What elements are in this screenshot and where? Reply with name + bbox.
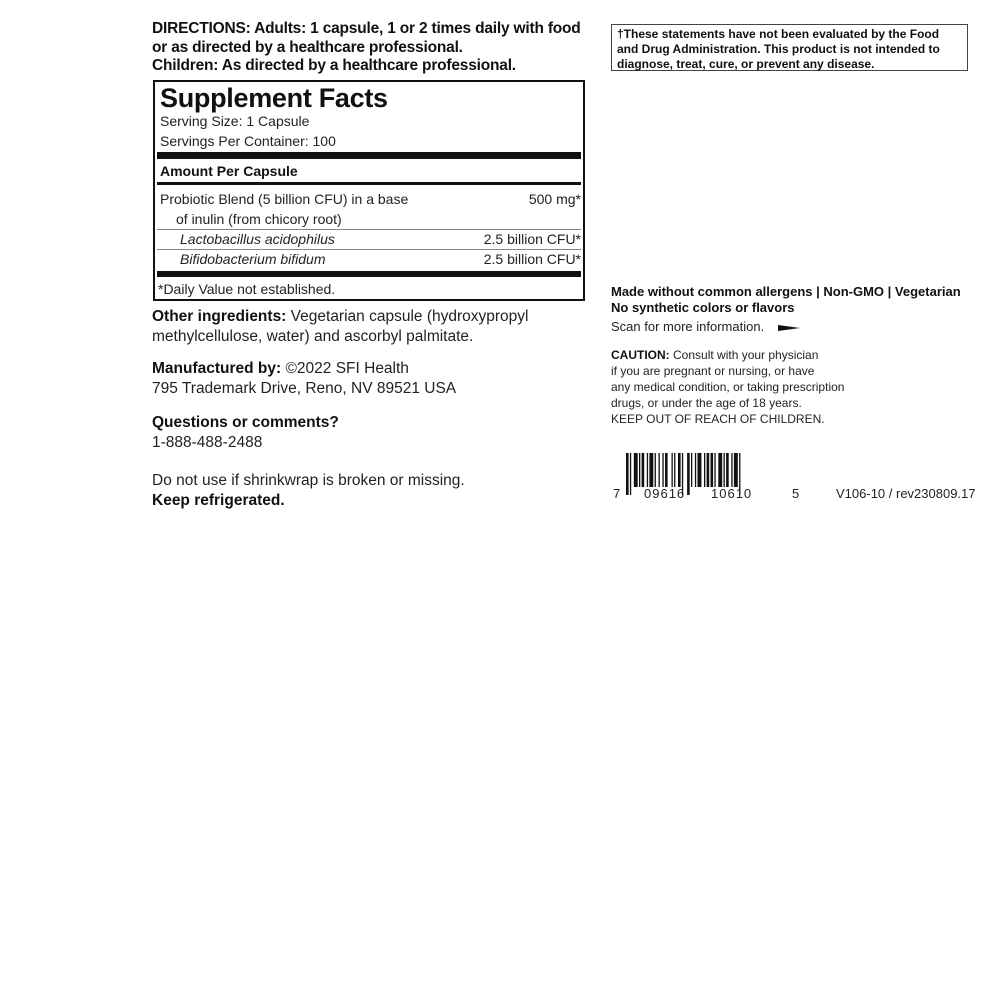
questions-label: Questions or comments?	[152, 414, 339, 431]
manufacturer-address: 795 Trademark Drive, Reno, NV 89521 USA	[152, 380, 457, 397]
barcode-bar	[704, 453, 705, 487]
barcode-bar	[691, 453, 692, 487]
barcode-bar	[707, 453, 710, 487]
other-ingredients-text-1: Vegetarian capsule (hydroxypropyl	[286, 308, 529, 325]
barcode-group-2: 10610	[711, 486, 753, 501]
storage-warnings	[152, 471, 465, 511]
barcode-bar	[655, 453, 656, 487]
allergens-line-1: Made without common allergens | Non-GMO | Vegetarian	[611, 284, 961, 299]
version-code: V106-10 / rev230809.17	[836, 486, 976, 501]
barcode-bar	[630, 453, 631, 495]
barcode-bar	[698, 453, 702, 487]
thin-divider	[157, 249, 581, 250]
questions	[152, 413, 339, 453]
directions	[152, 20, 602, 76]
barcode-bar	[718, 453, 722, 487]
thick-divider	[157, 271, 581, 277]
allergen-statement	[611, 284, 961, 335]
supplement-facts-title: Supplement Facts	[160, 83, 388, 113]
barcode-bar	[642, 453, 645, 487]
probiotic-blend-name-line-2: of inulin (from chicory root)	[176, 211, 342, 227]
barcode-bar	[714, 453, 715, 487]
other-ingredients-label: Other ingredients:	[152, 308, 287, 325]
refrigerate-note: Keep refrigerated.	[152, 492, 285, 509]
caution-line-2: if you are pregnant or nursing, or have	[611, 364, 815, 378]
probiotic-blend-name-line-1: Probiotic Blend (5 billion CFU) in a base	[160, 191, 409, 207]
thick-divider	[157, 152, 581, 159]
barcode-group-1: 09616	[644, 486, 686, 501]
other-ingredients	[152, 307, 528, 347]
barcode-bar	[626, 453, 629, 495]
lactobacillus-name: Lactobacillus acidophilus	[180, 231, 335, 247]
barcode-bar	[734, 453, 738, 487]
directions-line-3: Children: As directed by a healthcare professional.	[152, 57, 516, 74]
thin-divider	[157, 229, 581, 230]
barcode-bar	[647, 453, 648, 487]
phone-number: 1-888-488-2488	[152, 434, 263, 451]
barcode-bar	[687, 453, 690, 495]
amount-per-capsule-header: Amount Per Capsule	[160, 163, 298, 179]
caution-line-1: Consult with your physician	[669, 348, 819, 362]
arrow-right-icon	[778, 323, 800, 333]
allergens-line-2: No synthetic colors or flavors	[611, 300, 795, 315]
caution-line-3: any medical condition, or taking prescription	[611, 380, 845, 394]
scan-text: Scan for more information.	[611, 319, 765, 334]
fda-disclaimer: †These statements have not been evaluated by the Food and Drug Administration. This product is not intended to diagnose, treat, cure, or prevent any disease.	[611, 24, 968, 71]
bifidobacterium-amount: 2.5 billion CFU*	[483, 251, 581, 267]
bifidobacterium-name: Bifidobacterium bifidum	[180, 251, 326, 267]
barcode-bar	[659, 453, 660, 487]
daily-value-footnote: *Daily Value not established.	[158, 281, 336, 297]
barcode-bar	[674, 453, 675, 487]
lactobacillus-amount: 2.5 billion CFU*	[483, 231, 581, 247]
caution-line-5: KEEP OUT OF REACH OF CHILDREN.	[611, 412, 825, 426]
probiotic-blend-amount: 500 mg*	[528, 191, 581, 207]
barcode-bar	[726, 453, 729, 487]
manufacturer-text-1: ©2022 SFI Health	[281, 360, 409, 377]
medium-divider	[157, 182, 581, 185]
barcode-bar	[724, 453, 725, 487]
barcode-bar	[731, 453, 732, 487]
servings-per-container: Servings Per Container: 100	[160, 133, 336, 149]
other-ingredients-text-2: methylcellulose, water) and ascorbyl palmitate.	[152, 328, 474, 345]
caution-label: CAUTION:	[611, 348, 670, 362]
barcode-bar	[678, 453, 681, 487]
caution-statement	[611, 347, 844, 427]
barcode-bar	[639, 453, 640, 487]
manufacturer-label: Manufactured by:	[152, 360, 282, 377]
directions-line-1: DIRECTIONS: Adults: 1 capsule, 1 or 2 times daily with food	[152, 20, 581, 37]
barcode-digit-left: 7	[613, 486, 621, 501]
barcode-bar	[711, 453, 714, 487]
barcode-bar	[649, 453, 653, 487]
manufacturer	[152, 359, 456, 399]
shrinkwrap-warning: Do not use if shrinkwrap is broken or missing.	[152, 472, 465, 489]
barcode-bar	[634, 453, 638, 487]
serving-size: Serving Size: 1 Capsule	[160, 113, 310, 129]
supplement-facts-panel	[153, 80, 585, 301]
barcode-bar	[665, 453, 668, 487]
directions-line-2: or as directed by a healthcare professional.	[152, 38, 463, 56]
barcode-digit-right: 5	[792, 486, 800, 501]
caution-line-4: drugs, or under the age of 18 years.	[611, 396, 802, 410]
barcode-bar	[695, 453, 696, 487]
barcode-bar	[662, 453, 663, 487]
barcode-bar	[672, 453, 673, 487]
